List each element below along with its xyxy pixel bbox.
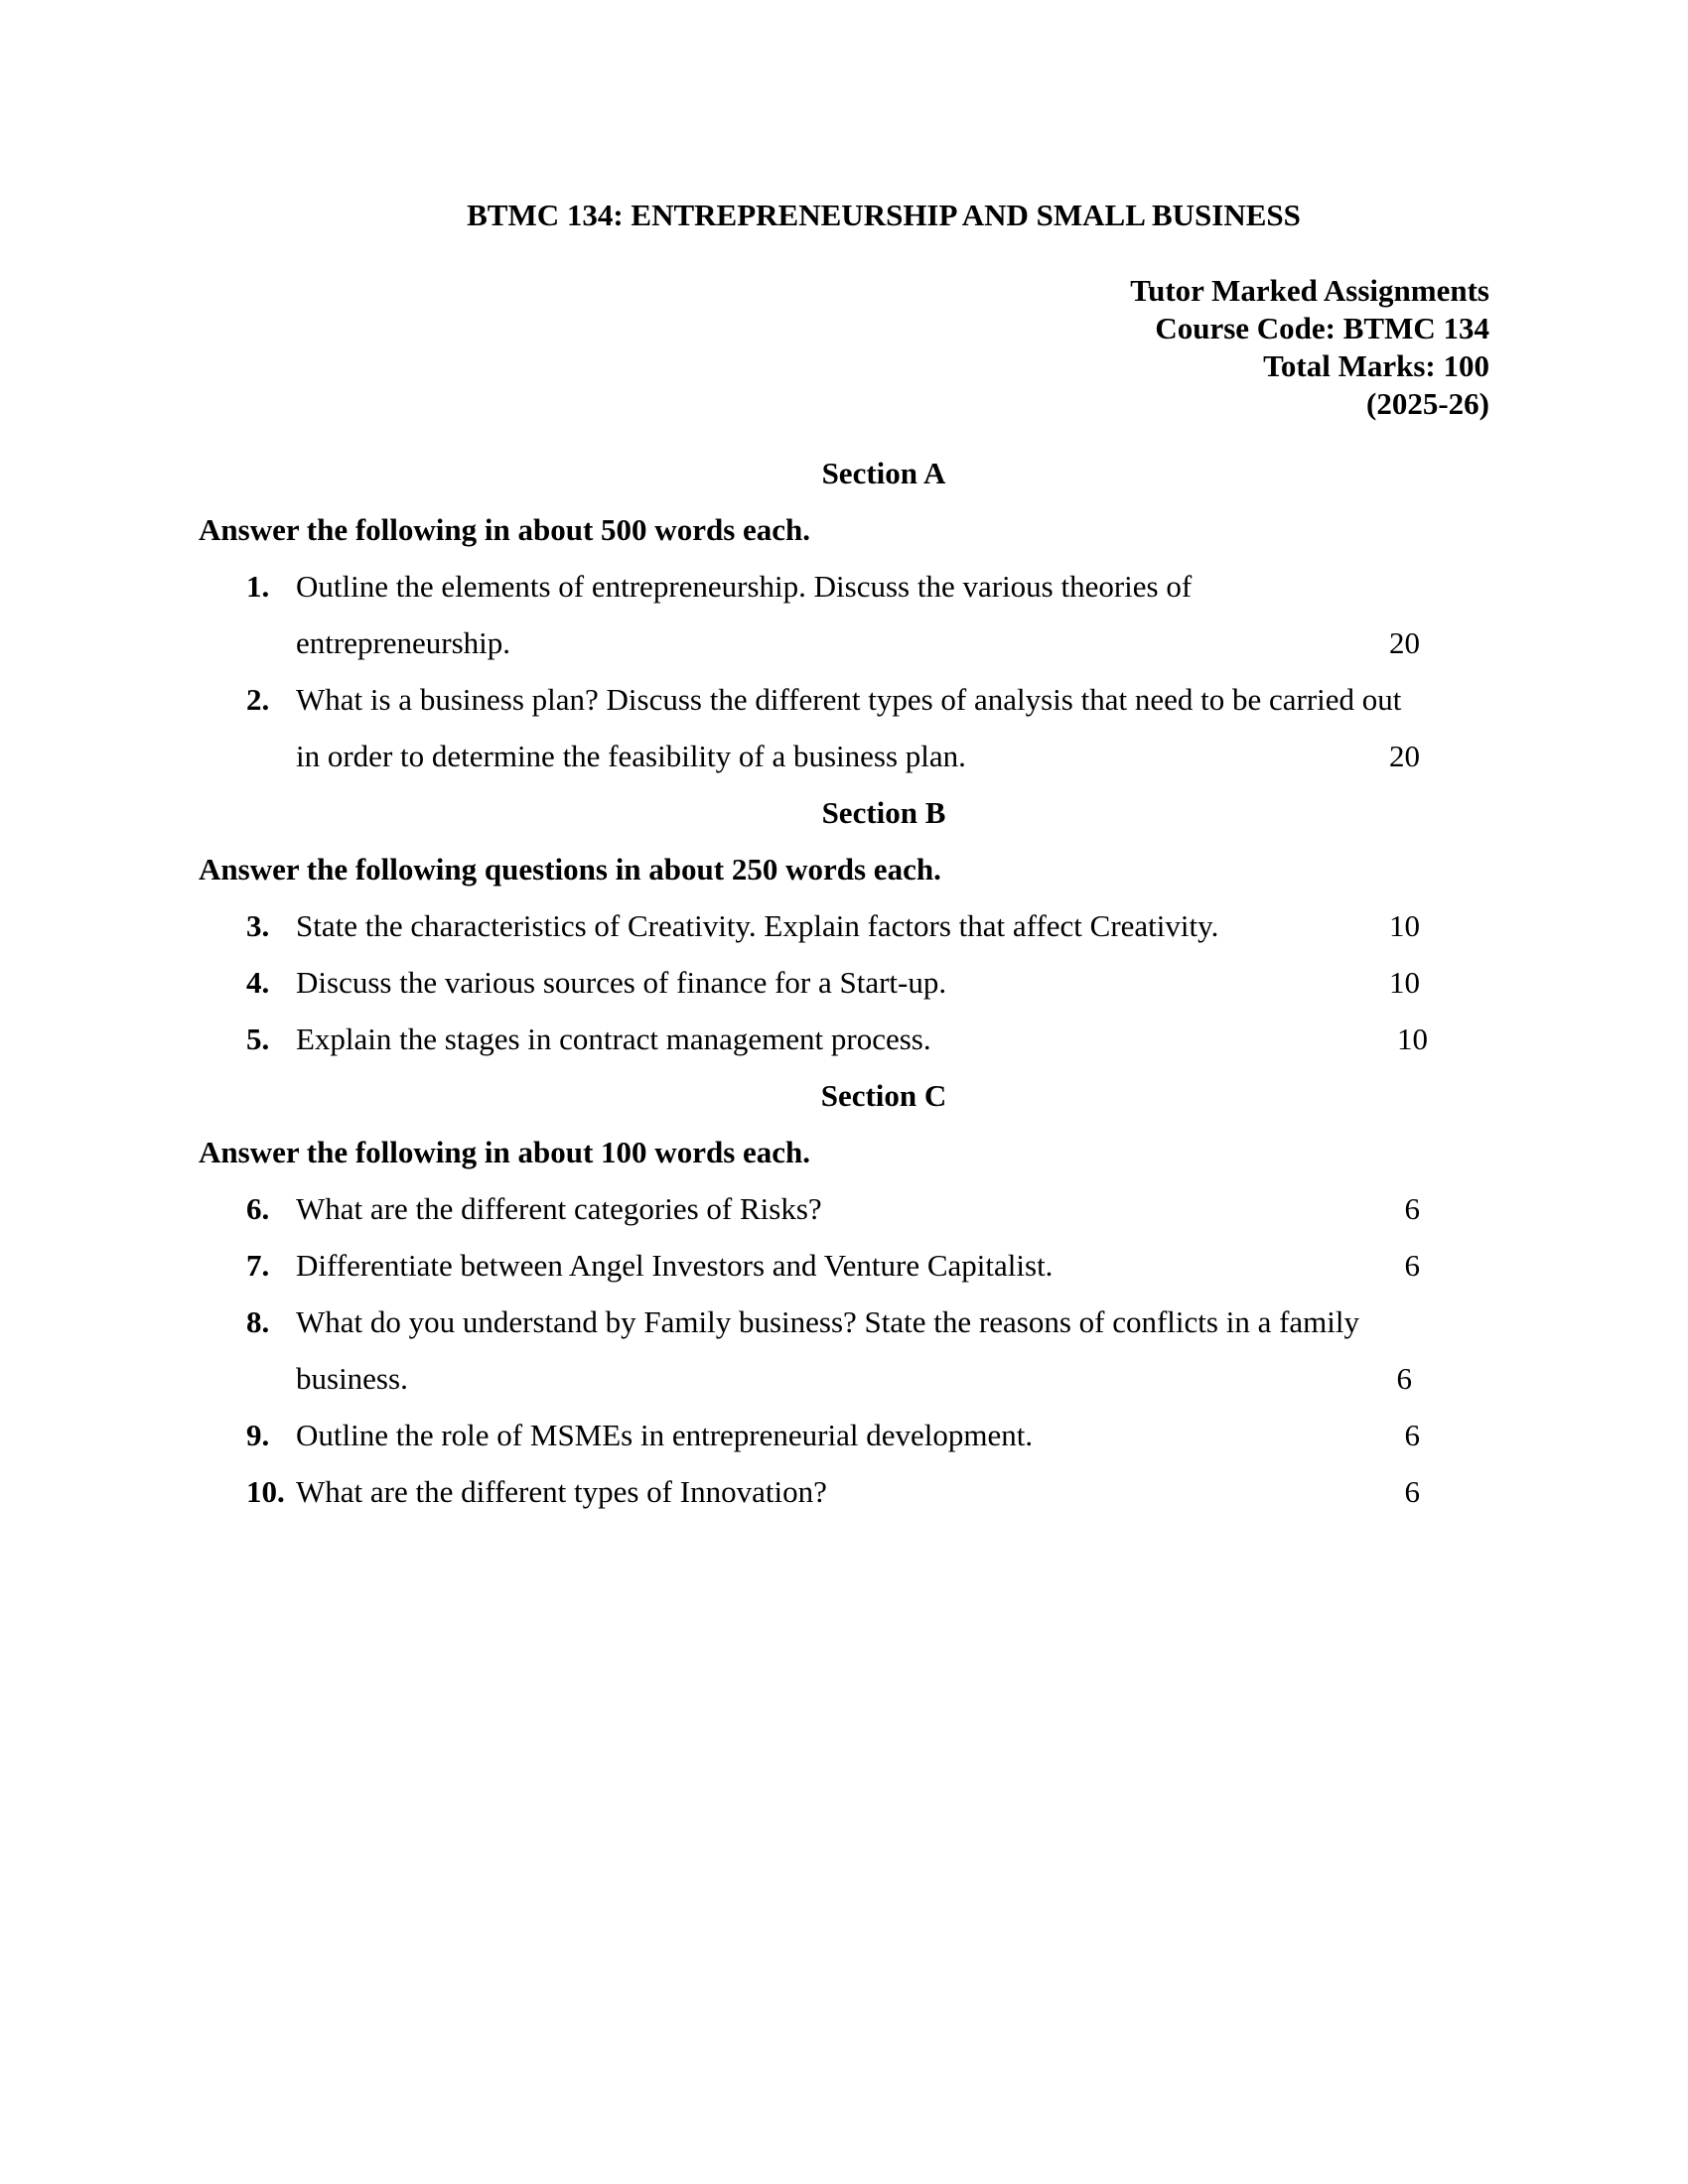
assignment-header [1130, 272, 1489, 423]
question-marks: 6 [1404, 1474, 1420, 1509]
question-marks: 20 [1389, 739, 1420, 773]
question-text: What is a business plan? Discuss the different types of analysis that need to be carried out [296, 682, 1402, 717]
section-b-heading: Section B [821, 795, 946, 830]
question-number: 2. [246, 682, 270, 717]
question-marks: 6 [1404, 1418, 1420, 1452]
question-text: Discuss the various sources of finance for a Start-up. [296, 965, 947, 1000]
section-a-heading: Section A [821, 456, 946, 490]
question-number: 7. [246, 1248, 270, 1283]
question-text-continued: entrepreneurship. [296, 625, 511, 660]
question-marks: 6 [1404, 1191, 1420, 1226]
section-c-instruction: Answer the following in about 100 words each. [199, 1135, 811, 1169]
question-text: What are the different types of Innovation? [296, 1474, 827, 1509]
header-total-marks: Total Marks: 100 [1263, 348, 1489, 383]
document-title: BTMC 134: ENTREPRENEURSHIP AND SMALL BUSINESS [467, 198, 1301, 232]
question-marks: 10 [1389, 908, 1420, 943]
question-text: What do you understand by Family business? State the reasons of conflicts in a family [296, 1304, 1359, 1339]
section-b-instruction: Answer the following questions in about 250 words each. [199, 852, 941, 887]
question-number: 8. [246, 1304, 270, 1339]
question-text-continued: business. [296, 1361, 408, 1396]
question-text: Explain the stages in contract management process. [296, 1022, 931, 1056]
question-text: State the characteristics of Creativity. Explain factors that affect Creativity. [296, 908, 1219, 943]
question-marks: 20 [1389, 625, 1420, 660]
header-session: (2025-26) [1366, 386, 1489, 421]
question-text: Outline the role of MSMEs in entrepreneurial development. [296, 1418, 1034, 1452]
question-number: 9. [246, 1418, 270, 1452]
question-marks: 6 [1396, 1361, 1412, 1396]
question-text: Outline the elements of entrepreneurship. Discuss the various theories of [296, 569, 1193, 604]
question-marks: 10 [1397, 1022, 1428, 1056]
header-assignment-type: Tutor Marked Assignments [1130, 273, 1489, 308]
section-c-heading: Section C [820, 1078, 947, 1113]
question-number: 10. [246, 1474, 285, 1509]
question-text: What are the different categories of Risks? [296, 1191, 822, 1226]
section-a-instruction: Answer the following in about 500 words each. [199, 512, 811, 547]
question-marks: 10 [1389, 965, 1420, 1000]
question-number: 6. [246, 1191, 270, 1226]
question-marks: 6 [1404, 1248, 1420, 1283]
question-number: 4. [246, 965, 270, 1000]
question-number: 1. [246, 569, 270, 604]
question-text-continued: in order to determine the feasibility of a business plan. [296, 739, 966, 773]
question-text: Differentiate between Angel Investors and Venture Capitalist. [296, 1248, 1054, 1283]
question-number: 5. [246, 1022, 270, 1056]
question-number: 3. [246, 908, 270, 943]
header-course-code: Course Code: BTMC 134 [1155, 311, 1489, 345]
